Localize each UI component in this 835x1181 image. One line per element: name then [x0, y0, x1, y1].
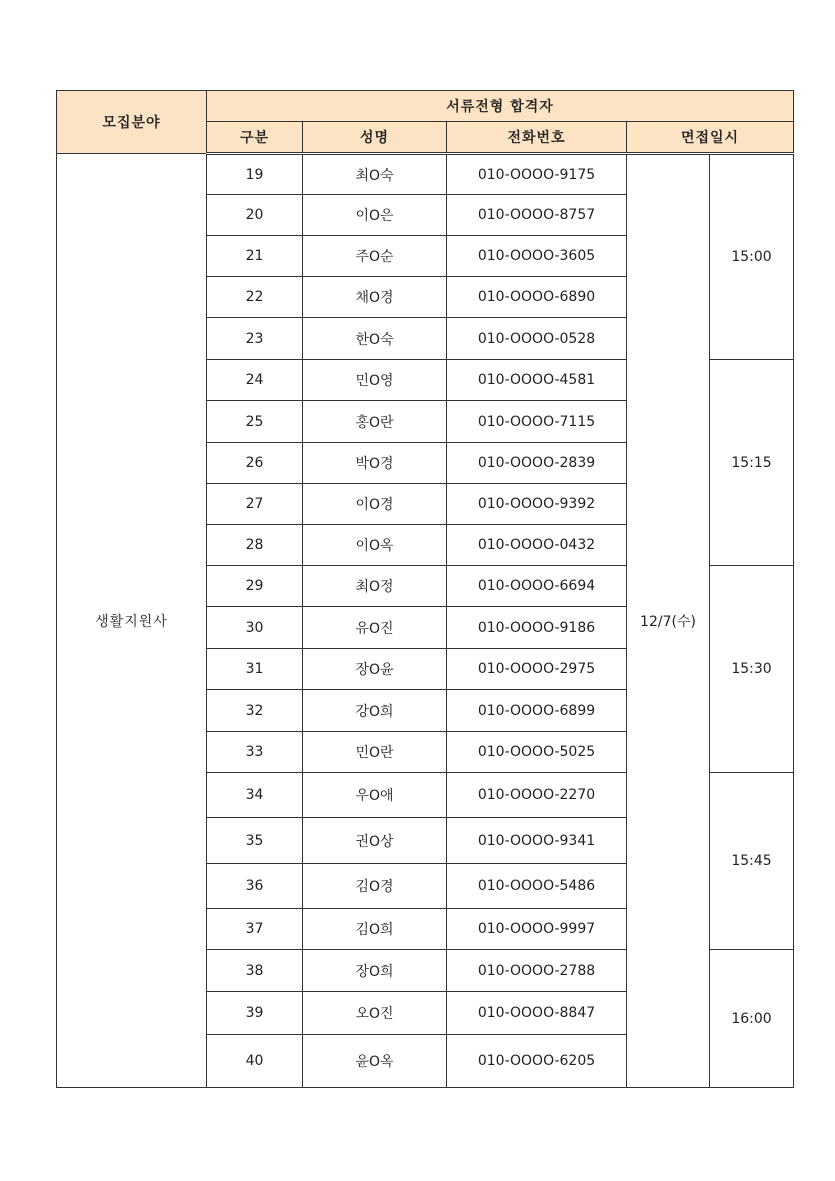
row-number: 37 — [207, 909, 303, 950]
row-number: 27 — [207, 484, 303, 525]
row-number: 20 — [207, 195, 303, 236]
phone-number: 010-OOOO-2839 — [447, 443, 627, 484]
phone-number: 010-OOOO-2270 — [447, 773, 627, 818]
interview-time-cell: 15:00 — [710, 154, 794, 360]
row-number: 28 — [207, 525, 303, 566]
applicant-name: 이O옥 — [303, 525, 447, 566]
applicant-name: 채O경 — [303, 277, 447, 318]
applicant-name: 주O순 — [303, 236, 447, 277]
row-number: 29 — [207, 566, 303, 607]
applicant-name: 최O정 — [303, 566, 447, 607]
row-number: 25 — [207, 401, 303, 443]
row-number: 34 — [207, 773, 303, 818]
phone-number: 010-OOOO-9997 — [447, 909, 627, 950]
phone-number: 010-OOOO-9186 — [447, 607, 627, 649]
interview-date-cell: 12/7(수) — [627, 154, 710, 1088]
row-number: 19 — [207, 154, 303, 195]
row-number: 36 — [207, 864, 303, 909]
applicant-name: 민O영 — [303, 360, 447, 401]
phone-number: 010-OOOO-8847 — [447, 992, 627, 1035]
row-number: 38 — [207, 950, 303, 992]
phone-number: 010-OOOO-9341 — [447, 818, 627, 864]
phone-number: 010-OOOO-6899 — [447, 690, 627, 732]
applicant-name: 이O경 — [303, 484, 447, 525]
phone-number: 010-OOOO-8757 — [447, 195, 627, 236]
applicant-name: 유O진 — [303, 607, 447, 649]
phone-number: 010-OOOO-0528 — [447, 318, 627, 360]
applicant-name: 최O숙 — [303, 154, 447, 195]
applicant-table — [56, 90, 794, 1088]
phone-number: 010-OOOO-9392 — [447, 484, 627, 525]
phone-number: 010-OOOO-5486 — [447, 864, 627, 909]
applicant-name: 한O숙 — [303, 318, 447, 360]
applicant-name: 박O경 — [303, 443, 447, 484]
applicant-name: 오O진 — [303, 992, 447, 1035]
row-number: 26 — [207, 443, 303, 484]
phone-number: 010-OOOO-6694 — [447, 566, 627, 607]
applicant-name: 장O윤 — [303, 649, 447, 690]
row-number: 22 — [207, 277, 303, 318]
applicant-name: 이O은 — [303, 195, 447, 236]
phone-number: 010-OOOO-5025 — [447, 732, 627, 773]
applicant-name: 김O경 — [303, 864, 447, 909]
row-number: 32 — [207, 690, 303, 732]
row-number: 31 — [207, 649, 303, 690]
row-number: 39 — [207, 992, 303, 1035]
applicant-name: 권O상 — [303, 818, 447, 864]
phone-number: 010-OOOO-2788 — [447, 950, 627, 992]
row-number: 33 — [207, 732, 303, 773]
interview-time-cell: 15:30 — [710, 566, 794, 773]
phone-number: 010-OOOO-7115 — [447, 401, 627, 443]
phone-number: 010-OOOO-3605 — [447, 236, 627, 277]
header-field: 모집분야 — [57, 91, 207, 154]
table-body — [57, 154, 794, 1088]
header-datetime: 면접일시 — [627, 122, 794, 154]
phone-number: 010-OOOO-2975 — [447, 649, 627, 690]
interview-time-cell: 16:00 — [710, 950, 794, 1088]
applicant-name: 장O희 — [303, 950, 447, 992]
interview-time-cell: 15:15 — [710, 360, 794, 566]
applicant-name: 강O희 — [303, 690, 447, 732]
header-name: 성명 — [303, 122, 447, 154]
phone-number: 010-OOOO-6890 — [447, 277, 627, 318]
applicant-name: 민O란 — [303, 732, 447, 773]
table-row — [57, 154, 794, 195]
interview-time-cell: 15:45 — [710, 773, 794, 950]
row-number: 24 — [207, 360, 303, 401]
applicant-name: 우O애 — [303, 773, 447, 818]
header-group: 서류전형 합격자 — [207, 91, 794, 122]
applicant-name: 윤O옥 — [303, 1035, 447, 1088]
header-no: 구분 — [207, 122, 303, 154]
row-number: 40 — [207, 1035, 303, 1088]
applicant-name: 김O희 — [303, 909, 447, 950]
phone-number: 010-OOOO-0432 — [447, 525, 627, 566]
phone-number: 010-OOOO-6205 — [447, 1035, 627, 1088]
phone-number: 010-OOOO-4581 — [447, 360, 627, 401]
applicant-name: 홍O란 — [303, 401, 447, 443]
field-cell: 생활지원사 — [57, 154, 207, 1088]
phone-number: 010-OOOO-9175 — [447, 154, 627, 195]
row-number: 30 — [207, 607, 303, 649]
row-number: 23 — [207, 318, 303, 360]
row-number: 35 — [207, 818, 303, 864]
header-phone: 전화번호 — [447, 122, 627, 154]
row-number: 21 — [207, 236, 303, 277]
